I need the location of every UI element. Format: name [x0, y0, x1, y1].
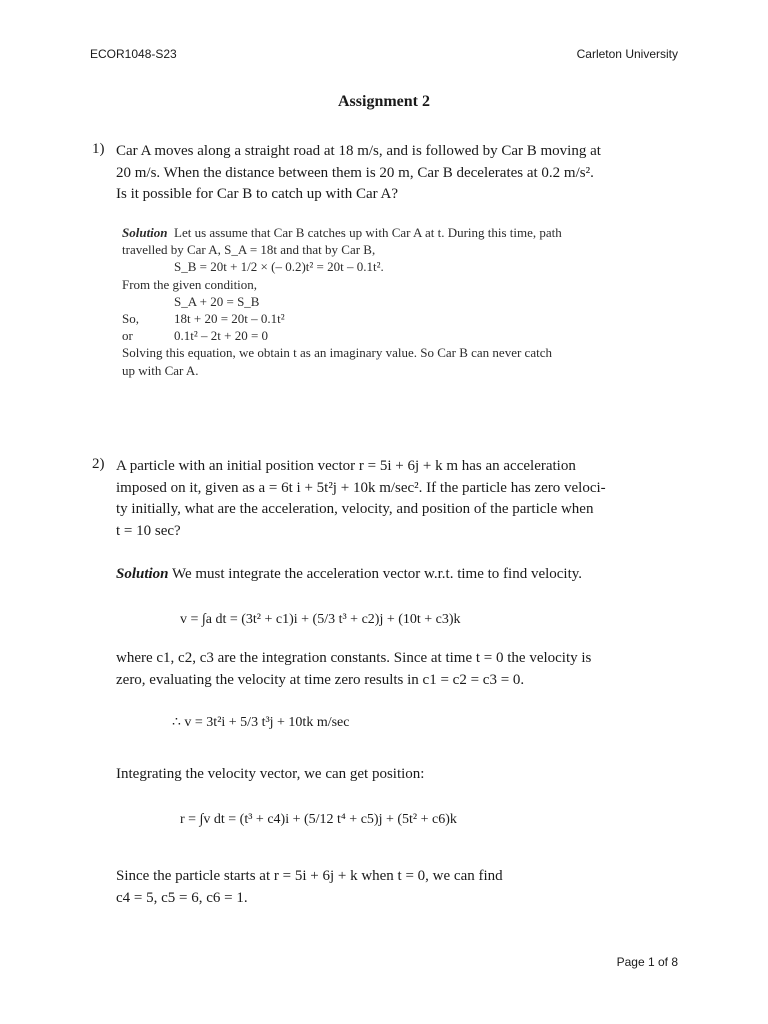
- question-1-text: [116, 141, 676, 206]
- question-1-line: Is it possible for Car B to catch up with Car A?: [116, 186, 399, 203]
- solution-line: S_B = 20t + 1/2 × (– 0.2)t² = 20t – 0.1t².: [174, 259, 384, 275]
- solution-line: travelled by Car A, S_A = 18t and that by Car B,: [122, 242, 376, 258]
- question-2-solution-intro: [116, 564, 676, 586]
- question-2-number: 2): [92, 456, 105, 472]
- solution-line: up with Car A.: [122, 362, 199, 378]
- solution-line-label: or: [122, 328, 133, 344]
- solution-line: Solving this equation, we obtain t as an imaginary value. So Car B can never catch: [122, 345, 552, 361]
- integrating-text: [116, 764, 676, 786]
- velocity-integral-equation: v = ∫a dt = (3t² + c1)i + (5/3 t³ + c2)j + (10t + c3)k: [180, 612, 461, 627]
- velocity-result-equation: ∴ v = 3t²i + 5/3 t³j + 10tk m/sec: [172, 715, 350, 730]
- position-integral-equation: r = ∫v dt = (t³ + c4)i + (5/12 t⁴ + c5)j + (5t² + c6)k: [180, 812, 457, 827]
- question-2-line: imposed on it, given as a = 6t i + 5t²j + 10k m/sec². If the particle has zero veloci-: [116, 479, 606, 496]
- question-1-solution: [122, 224, 562, 379]
- integrating-line: Integrating the velocity vector, we can get position:: [116, 766, 425, 782]
- solution-label: Solution: [116, 566, 169, 582]
- initial-condition-text: [116, 866, 676, 909]
- question-2-text: [116, 456, 676, 542]
- solution-line: Let us assume that Car B catches up with Car A at t. During this time, path: [174, 225, 562, 240]
- constants-line: zero, evaluating the velocity at time zero results in c1 = c2 = c3 = 0.: [116, 671, 525, 688]
- solution-line: S_A + 20 = S_B: [174, 293, 260, 309]
- course-code: ECOR1048-S23: [90, 47, 177, 61]
- question-2-line: ty initially, what are the acceleration, velocity, and position of the particle when: [116, 501, 594, 518]
- question-2-line: t = 10 sec?: [116, 522, 181, 539]
- solution-intro-text: We must integrate the acceleration vector w.r.t. time to find velocity.: [172, 566, 583, 582]
- question-1-number: 1): [92, 141, 105, 157]
- integration-constants-text: [116, 648, 676, 691]
- page-number: Page 1 of 8: [616, 955, 678, 969]
- solution-line: 0.1t² – 2t + 20 = 0: [174, 328, 269, 344]
- solution-line: 18t + 20 = 20t – 0.1t²: [174, 311, 285, 327]
- question-2-line: A particle with an initial position vector r = 5i + 6j + k m has an acceleration: [116, 458, 576, 474]
- solution-line-label: So,: [122, 311, 139, 327]
- question-1-line: Car A moves along a straight road at 18 m/s, and is followed by Car B moving at: [116, 143, 601, 159]
- question-1-line: 20 m/s. When the distance between them is 20 m, Car B decelerates at 0.2 m/s².: [116, 164, 594, 181]
- constants-line: where c1, c2, c3 are the integration constants. Since at time t = 0 the velocity is: [116, 650, 592, 666]
- initial-condition-line: Since the particle starts at r = 5i + 6j + k when t = 0, we can find: [116, 868, 503, 884]
- solution-line: From the given condition,: [122, 276, 258, 292]
- solution-label: Solution: [122, 225, 168, 240]
- university-name: Carleton University: [576, 47, 678, 61]
- page-title: Assignment 2: [337, 93, 430, 110]
- initial-condition-line: c4 = 5, c5 = 6, c6 = 1.: [116, 889, 248, 906]
